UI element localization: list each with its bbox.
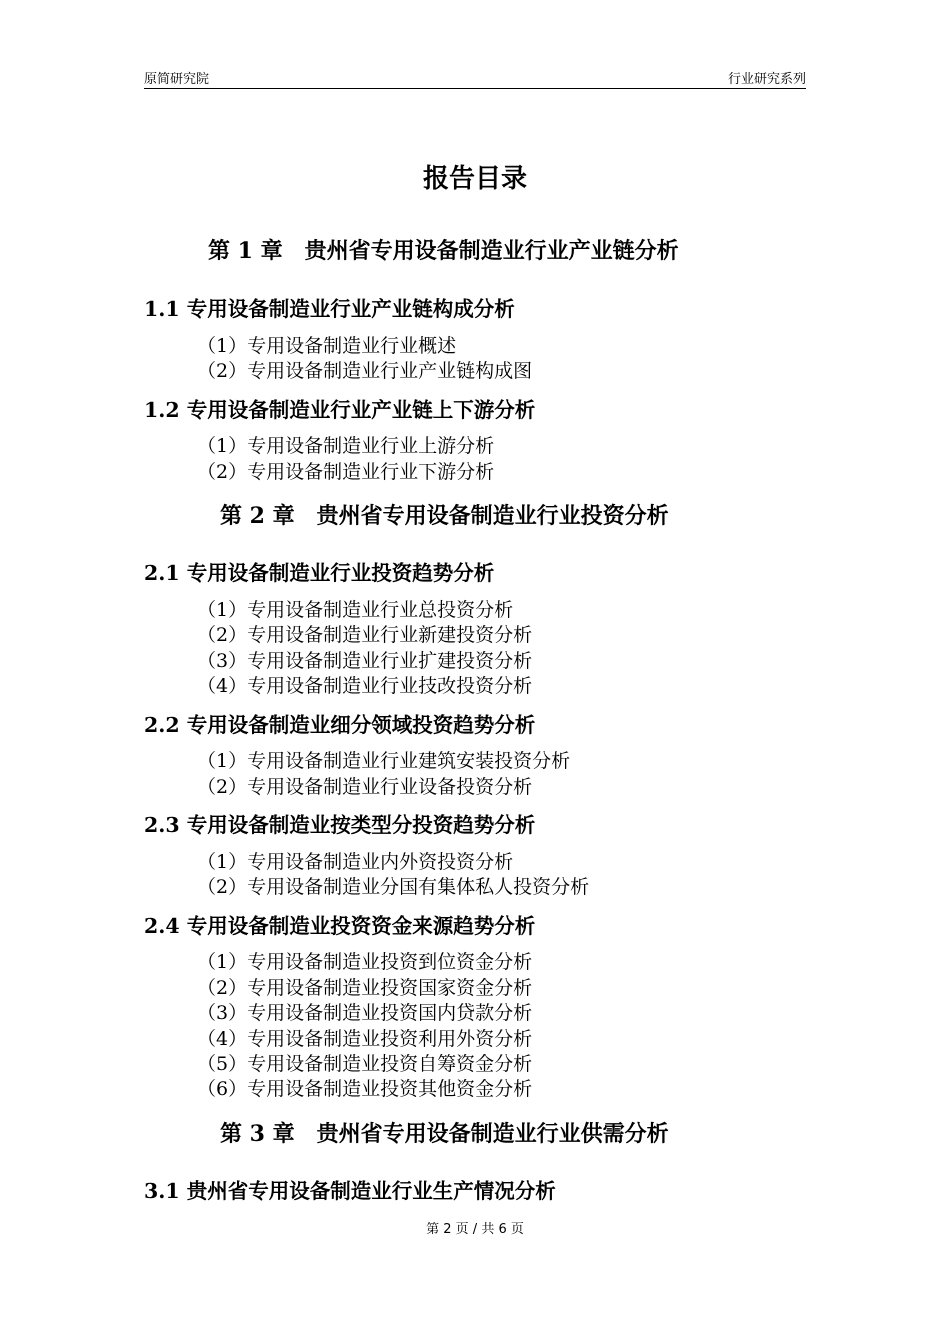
section-heading: 2.3 专用设备制造业按类型分投资趋势分析 — [144, 813, 536, 837]
toc-item: （2）专用设备制造业分国有集体私人投资分析 — [197, 876, 590, 898]
toc-item: （2）专用设备制造业行业下游分析 — [197, 461, 495, 483]
toc-item: （2）专用设备制造业投资国家资金分析 — [197, 977, 533, 999]
chapter-heading: 第 1 章 贵州省专用设备制造业行业产业链分析 — [208, 238, 679, 264]
page-number: 第 2 页 / 共 6 页 — [426, 1222, 524, 1237]
page-header — [144, 66, 806, 89]
toc-item: （3）专用设备制造业投资国内贷款分析 — [197, 1002, 533, 1024]
toc-item: （5）专用设备制造业投资自筹资金分析 — [197, 1053, 533, 1075]
toc-item: （2）专用设备制造业行业新建投资分析 — [197, 624, 533, 646]
section-heading: 2.1 专用设备制造业行业投资趋势分析 — [144, 561, 495, 585]
toc-item: （1）专用设备制造业行业总投资分析 — [197, 599, 514, 621]
section-heading: 2.4 专用设备制造业投资资金来源趋势分析 — [144, 914, 536, 938]
toc-item: （2）专用设备制造业行业设备投资分析 — [197, 776, 533, 798]
toc-item: （4）专用设备制造业投资利用外资分析 — [197, 1028, 533, 1050]
chapter-heading: 第 2 章 贵州省专用设备制造业行业投资分析 — [220, 503, 669, 529]
section-heading: 1.1 专用设备制造业行业产业链构成分析 — [144, 297, 515, 321]
toc-item: （1）专用设备制造业内外资投资分析 — [197, 851, 514, 873]
chapter-heading: 第 3 章 贵州省专用设备制造业行业供需分析 — [220, 1121, 669, 1147]
toc-item: （2）专用设备制造业行业产业链构成图 — [197, 360, 533, 382]
toc-item: （3）专用设备制造业行业扩建投资分析 — [197, 650, 533, 672]
header-org-name: 原简研究院 — [144, 72, 210, 87]
section-heading: 3.1 贵州省专用设备制造业行业生产情况分析 — [144, 1179, 556, 1203]
toc-item: （1）专用设备制造业行业建筑安装投资分析 — [197, 750, 571, 772]
toc-item: （1）专用设备制造业投资到位资金分析 — [197, 951, 533, 973]
page-title: 报告目录 — [422, 164, 527, 194]
toc-item: （4）专用设备制造业行业技改投资分析 — [197, 675, 533, 697]
section-heading: 1.2 专用设备制造业行业产业链上下游分析 — [144, 398, 536, 422]
section-heading: 2.2 专用设备制造业细分领域投资趋势分析 — [144, 713, 536, 737]
header-series-name: 行业研究系列 — [727, 72, 806, 87]
toc-item: （1）专用设备制造业行业上游分析 — [197, 435, 495, 457]
toc-item: （1）专用设备制造业行业概述 — [197, 335, 457, 357]
toc-item: （6）专用设备制造业投资其他资金分析 — [197, 1078, 533, 1100]
